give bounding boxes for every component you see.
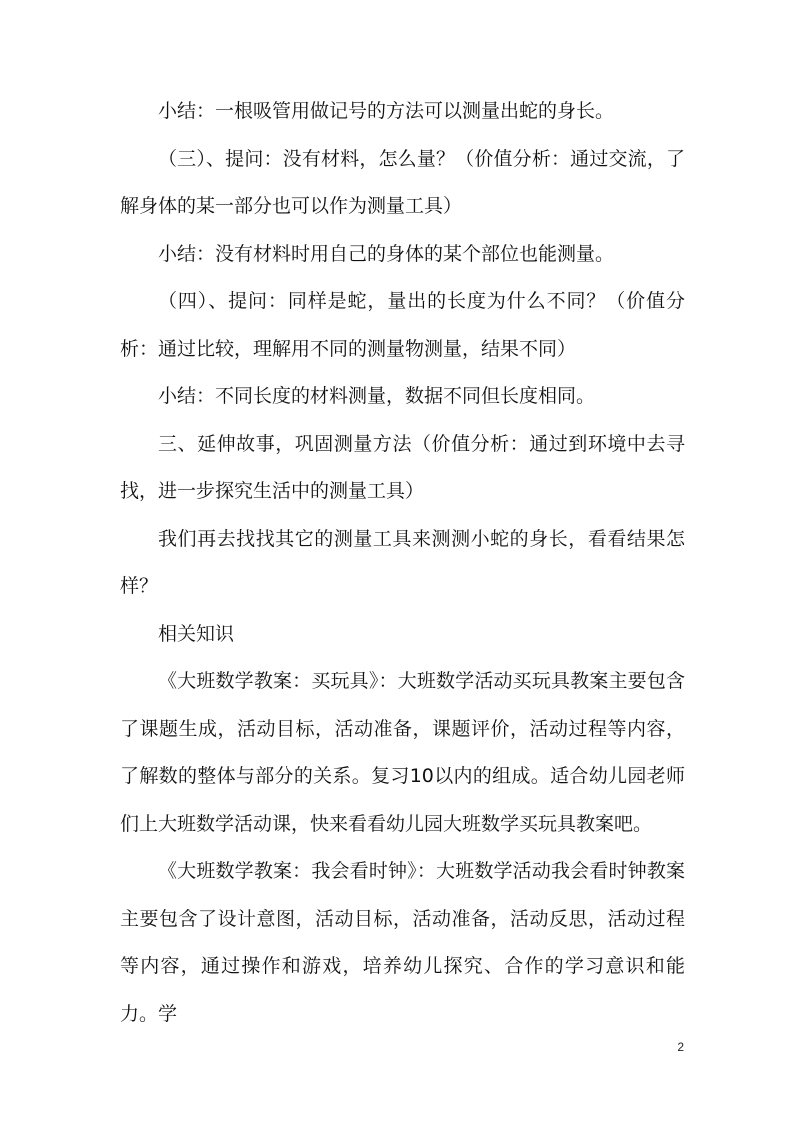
related-knowledge-heading: 相关知识 <box>158 622 235 645</box>
paragraph-question-three: （三）、提问：没有材料，怎么量？（价值分析：通过交流，了解身体的某一部分也可以作为测量工具） <box>120 147 685 217</box>
paragraph-find-tools: 我们再去找找其它的测量工具来测测小蛇的身长，看看结果怎样？ <box>120 527 685 597</box>
paragraph-read-clock: 《大班数学教案：我会看时钟》：大班数学活动我会看时钟教案主要包含了设计意图，活动目标，活动准备，活动反思，活动过程等内容，通过操作和游戏，培养幼儿探究、合作的学习意识和能力。学 <box>120 860 685 1025</box>
paragraph-question-four: （四）、提问：同样是蛇，量出的长度为什么不同？（价值分析：通过比较，理解用不同的测量物测量，结果不同） <box>120 290 685 360</box>
page-number: 2 <box>677 1040 684 1054</box>
paragraph-summary-length: 小结：不同长度的材料测量，数据不同但长度相同。 <box>158 385 596 407</box>
paragraph-summary-straw: 小结：一根吸管用做记号的方法可以测量出蛇的身长。 <box>158 100 615 122</box>
paragraph-buy-toys: 《大班数学教案：买玩具》：大班数学活动买玩具教案主要包含了课题生成，活动目标，活动准备，课题评价，活动过程等内容，了解数的整体与部分的关系。复习10以内的组成。适合幼儿园老师们上大班数学活动课，快来看看幼儿园大班数学买玩具教案吧。 <box>120 670 685 835</box>
paragraph-section-three: 三、延伸故事，巩固测量方法（价值分析：通过到环境中去寻找，进一步探究生活中的测量工具） <box>120 432 685 502</box>
paragraph-summary-body: 小结：没有材料时用自己的身体的某个部位也能测量。 <box>158 242 615 265</box>
page-body <box>120 88 685 1038</box>
